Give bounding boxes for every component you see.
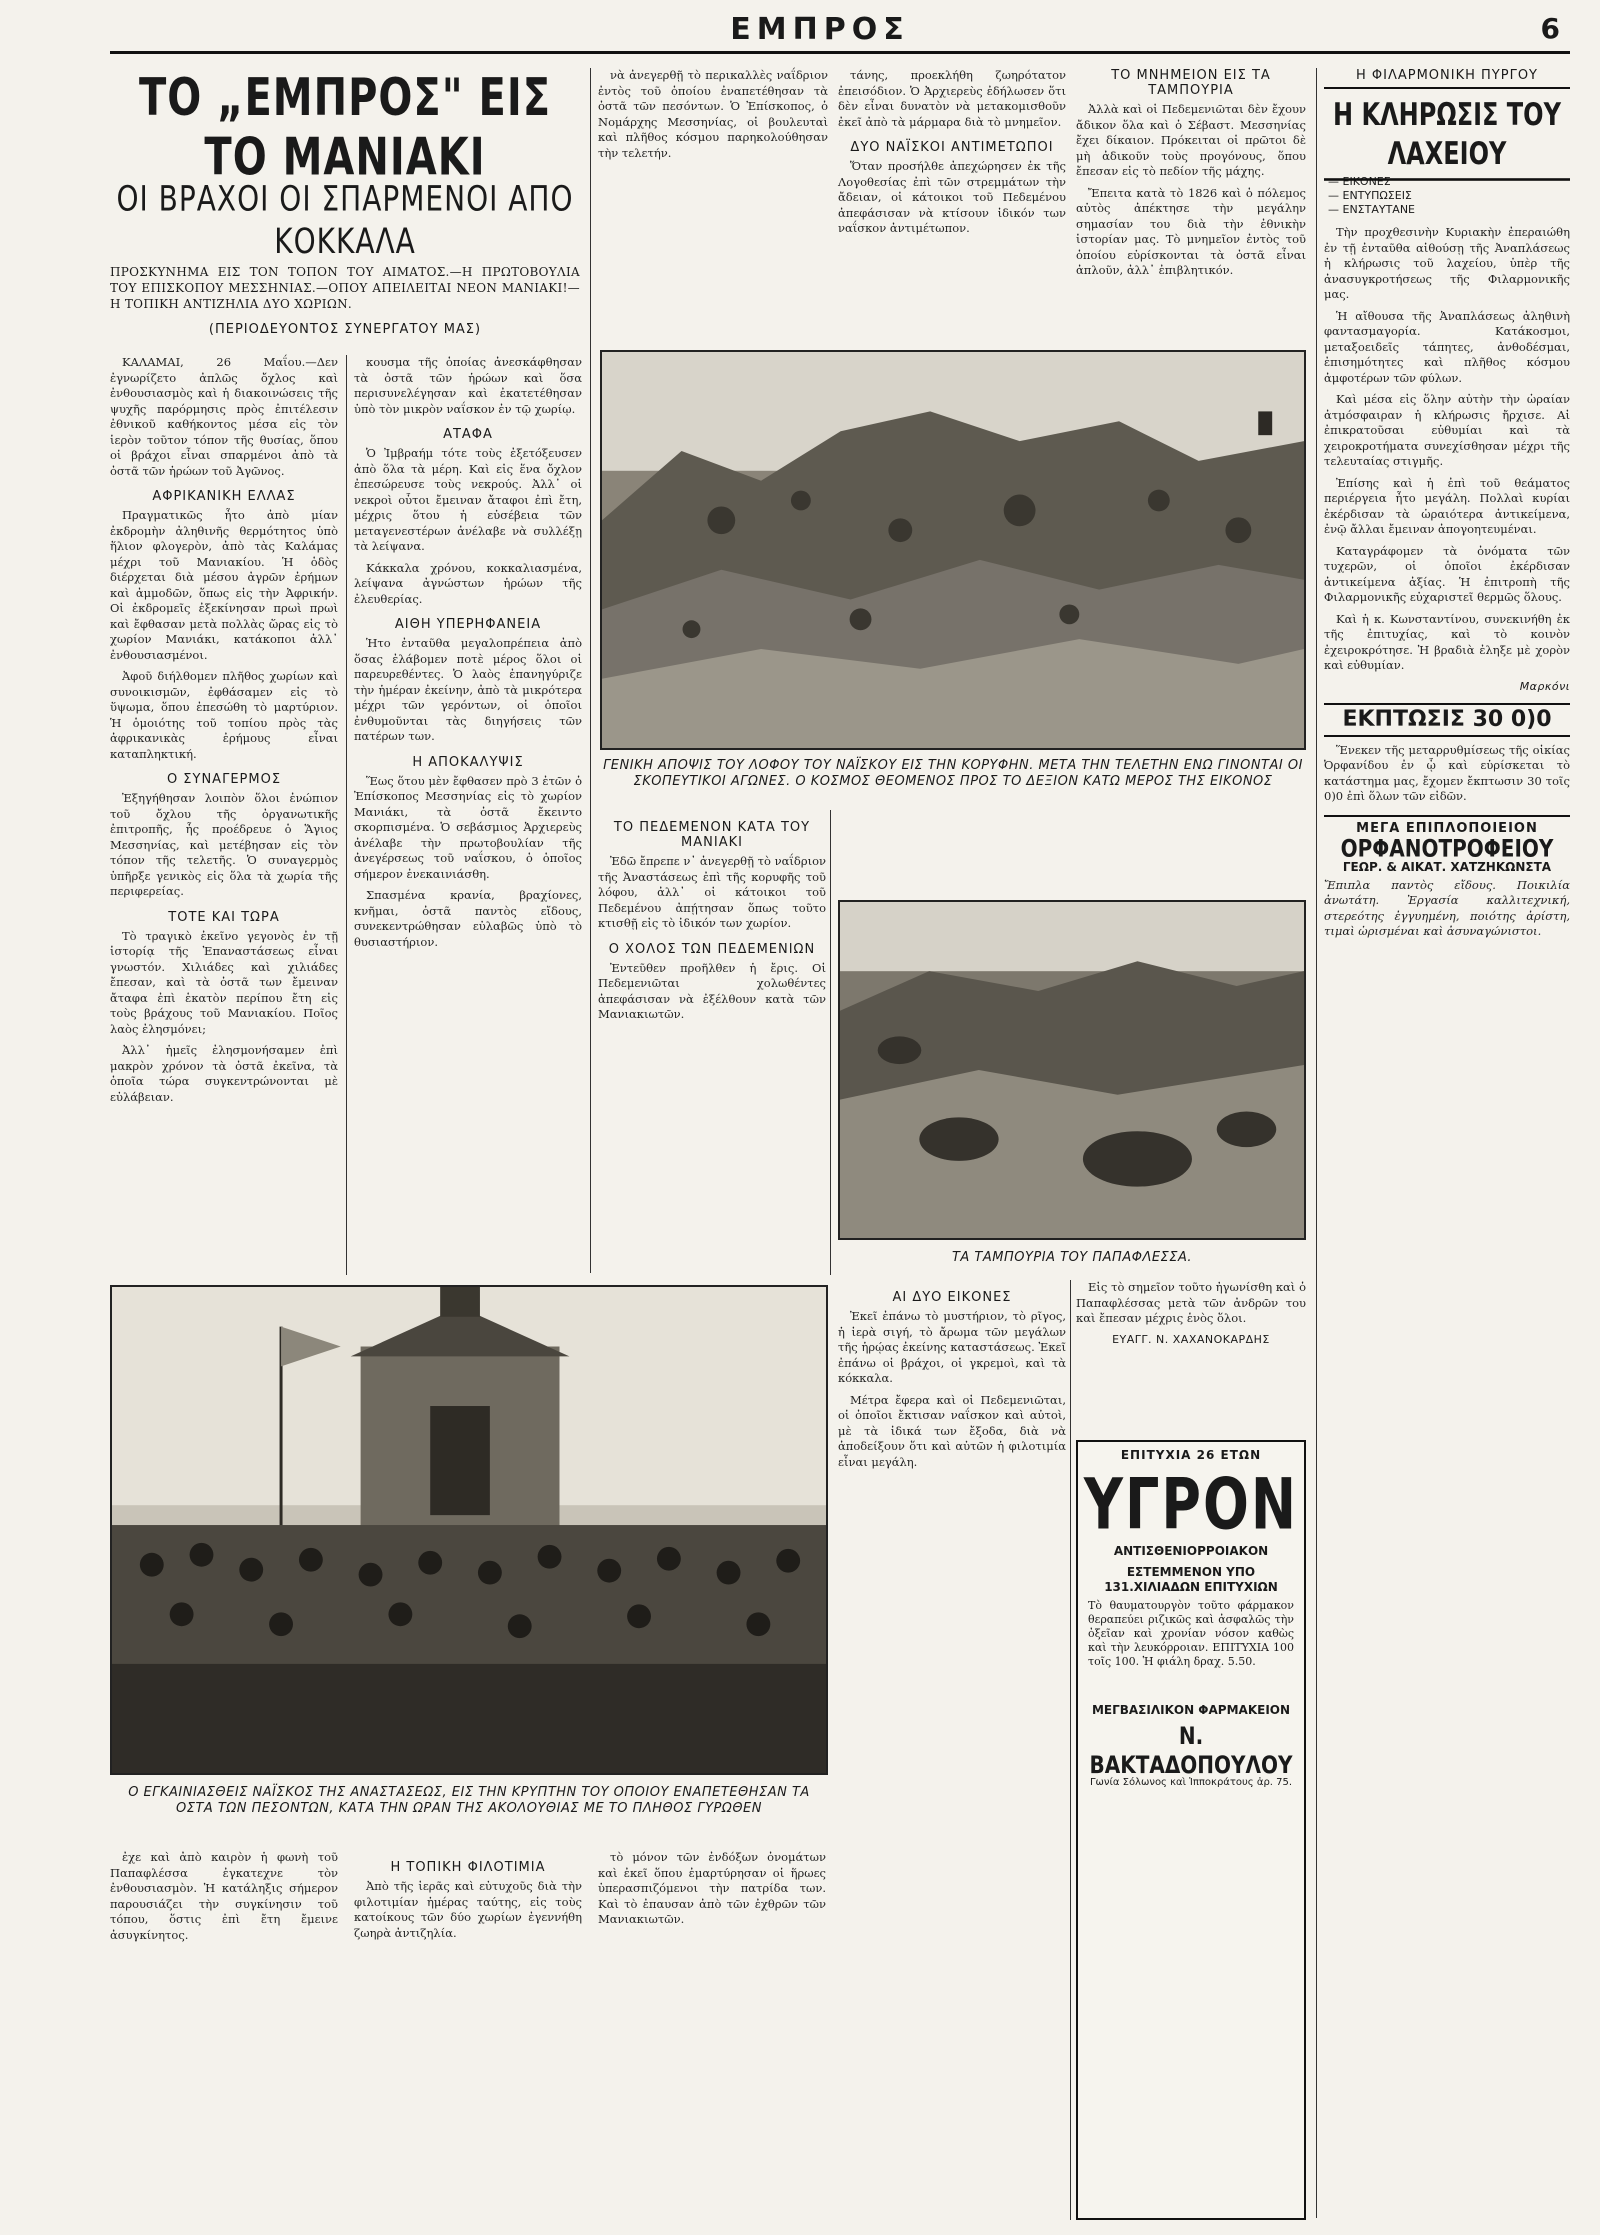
- article-paragraph: Ἐκεῖ ἐπάνω τὸ μυστήριον, τὸ ρῖγος, ἡ ἱερὰ σιγή, τὸ ἄρωμα τῶν μεγάλων τῆς ἡρῴας ἐκείνης καταστάσεως. Ἐκεῖ ἐπάνω οἱ βράχοι, οἱ γκρεμοὶ, καὶ τὰ κόκκαλα.: [838, 1309, 1066, 1385]
- column-3-top: [598, 68, 828, 218]
- photo-chapel-crowd: [110, 1285, 828, 1775]
- article-paragraph: Ἀλλ᾽ ἡμεῖς ἐλησμονήσαμεν ἐπὶ μακρὸν χρόνον τὰ ὀστᾶ ἐκεῖνα, τὰ ὁποῖα τώρα συγκεντρώνονται μὲ εὐλάβειαν.: [110, 1043, 338, 1104]
- photo-tambouria-caption: ΤΑ ΤΑΜΠΟΥΡΙΑ ΤΟΥ ΠΑΠΑΦΛΕΣΣΑ.: [951, 1250, 1193, 1265]
- article-paragraph: Ἡτο ἐνταῦθα μεγαλοπρέπεια ἀπὸ ὅσας ἐλάβομεν ποτὲ μέρος ὅλοι οἱ παρευρεθέντες. Ὁ λαὸς ἐπανηγύριζε τὴν ἡμέραν ἐκείνην, ἀπὸ τὰ μικρότερα μέχρι τῶν γερόντων, οἱ ὁποῖοι ἐνθυμοῦνται τὰς διηγήσεις τῶν πατέρων των.: [354, 636, 582, 743]
- column-1-bottom: [110, 1850, 338, 2220]
- ad-hygron-body: Τὸ θαυματουργὸν τοῦτο φάρμακον θεραπεύει ριζικῶς καὶ ἀσφαλῶς τὴν ὀξεῖαν καὶ χρονίαν νόσον καθὼς καὶ τὴν λευκόρροιαν. ΕΠΙΤΥΧΙΑ 100 τοῖς 100. Ἡ φιάλη δραχ. 5.50.: [1088, 1599, 1294, 1668]
- column-rule: [1316, 68, 1317, 2218]
- ad-hygron-owner: Ν. ΒΑΚΤΑΔΟΠΟΥΛΟΥ: [1089, 1721, 1293, 1779]
- ad-orph-line1: ΜΕΓΑ ΕΠΙΠΛΟΠΟΙΕΙΟΝ: [1356, 820, 1538, 836]
- main-headline: ΤΟ „ΕΜΠΡΟΣ" ΕΙΣ ΤΟ ΜΑΝΙΑΚΙ: [138, 68, 552, 188]
- subheading-pride: ΑΙΘΗ ΥΠΕΡΗΦΑΝΕΙΑ: [394, 617, 542, 632]
- ad-hygron: [1076, 1440, 1306, 2220]
- column-4-lower: [838, 1280, 1066, 2220]
- photo-chapel-caption: Ο ΕΓΚΑΙΝΙΑΣΘΕΙΣ ΝΑΪΣΚΟΣ ΤΗΣ ΑΝΑΣΤΑΣΕΩΣ, ΕΙΣ ΤΗΝ ΚΡΥΠΤΗΝ ΤΟΥ ΟΠΟΙΟΥ ΕΝΑΠΕΤΕΘΗΣΑΝ ΤΑ ΟΣΤΑ ΤΩΝ ΠΕΣΟΝΤΩΝ, ΚΑΤΑ ΤΗΝ ΩΡΑΝ ΤΗΣ ΑΚΟΛΟΥΘΙΑΣ ΜΕ ΤΟ ΠΛΗΘΟΣ ΓΥΡΩΘΕΝ: [128, 1785, 810, 1816]
- subheading-anger: Ο ΧΟΛΟΣ ΤΩΝ ΠΕΔΕΜΕΝΙΩΝ: [608, 941, 816, 957]
- ad-hygron-name: ΥΓΡΟΝ: [1083, 1463, 1299, 1546]
- article-paragraph: τάνης, προεκλήθη ζωηρότατον ἐπεισόδιον. Ὁ Ἀρχιερεὺς ἐδήλωσεν ὅτι δὲν εἶναι δυνατὸν νὰ μετακομισθοῦν ἐκεῖ ἀπὸ τὰ μάρμαρα διὰ τὸ μνημεῖον.: [838, 68, 1066, 129]
- article-paragraph: Ἀπὸ τῆς ἱερᾶς καὶ εὐτυχοῦς διὰ τὴν φιλοτιμίαν ἡμέρας ταύτης, εἰς τοὺς κατοίκους τῶν δύο χωρίων ἐγεννήθη ζωηρὰ ἀντιζηλία.: [354, 1879, 582, 1940]
- subheading-two-images: ΑΙ ΔΥΟ ΕΙΚΟΝΕΣ: [892, 1290, 1012, 1305]
- lottery-list-item: — ΕΝΤΥΠΩΣΕΙΣ: [1328, 189, 1412, 202]
- second-headline: ΟΙ ΒΡΑΧΟΙ ΟΙ ΣΠΑΡΜΕΝΟΙ ΑΠΟ ΚΟΚΚΑΛΑ: [116, 178, 574, 262]
- newspaper-page: [110, 10, 1570, 2225]
- byline: (ΠΕΡΙΟΔΕΥΟΝΤΟΣ ΣΥΝΕΡΓΑΤΟΥ ΜΑΣ): [208, 322, 482, 337]
- sale-text: Ἕνεκεν τῆς μεταρρυθμίσεως τῆς οἰκίας Ὀρφανίδου ἐν ᾧ καὶ εὑρίσκεται τὸ κατάστημα μας, ἔχομεν ἔκπτωσιν 30 τοῖς 0)0 ἐπὶ ὅλων τῶν εἰδῶν.: [1324, 742, 1570, 803]
- article-paragraph: Εἰς τὸ σημεῖον τοῦτο ἠγωνίσθη καὶ ὁ Παπαφλέσσας μετὰ τῶν ἀνδρῶν του καὶ ἔπεσαν μέχρις ἑνὸς ὅλοι.: [1076, 1280, 1306, 1325]
- lottery-list-item: — ΕΙΚΟΝΕΣ: [1328, 175, 1391, 188]
- masthead-title: ΕΜΠΡΟΣ: [730, 12, 910, 47]
- photo-hill-general-view: [600, 350, 1306, 750]
- subheading-pedemeno: ΤΟ ΠΕΔΕΜΕΝΟΝ ΚΑΤΑ ΤΟΥ ΜΑΝΙΑΚΙ: [613, 820, 811, 850]
- article-paragraph: Ἀλλὰ καὶ οἱ Πεδεμενιῶται δὲν ἔχουν ἄδικον ὅλα καὶ ὁ Σέβαστ. Μεσσηνίας ἔχει δίκαιον. Πρόκειται οἱ πρῶτοι δὲ μὴ ἀδικοῦν τοὺς προγόνους, ὅπου ἔπεσαν εἰς τὸ πεδίον τῆς μάχης.: [1076, 102, 1306, 178]
- subheading-memorial: ΤΟ ΜΝΗΜΕΙΟΝ ΕΙΣ ΤΑ ΤΑΜΠΟΥΡΙΑ: [1111, 68, 1271, 98]
- column-rule: [346, 355, 347, 1275]
- article-paragraph: Καὶ ἡ κ. Κωνσταντίνου, συνεκινήθη ἐκ τῆς ἐπιτυχίας, καὶ τὸ κοινὸν ἐχειροκρότησε. Ἡ βραδιὰ ἐληξε μὲ χορὸν καὶ εὐθυμίαν.: [1324, 611, 1570, 672]
- article-paragraph: Ἀφοῦ διήλθομεν πλῆθος χωρίων καὶ συνοικισμῶν, ἐφθάσαμεν εἰς τὸ ὕψωμα, ὅπου ἐπεσώθη τὸ μαρτύριον. Ἡ ὁμοιότης τοῦ τοπίου πρὸς τὰς ἀφρικανικὰς ἐρήμους εἶναι καταπληκτική.: [110, 669, 338, 761]
- column-3-bottom: [598, 1850, 826, 2220]
- ad-hygron-sub: ΕΣΤΕΜΜΕΝΟΝ ΥΠΟ 131.ΧΙΛΙΑΔΩΝ ΕΠΙΤΥΧΙΩΝ: [1104, 1565, 1278, 1594]
- lottery-signature: Μαρκόνι: [1519, 679, 1570, 693]
- sale-headline: ΕΚΠΤΩΣΙΣ 30 0)0: [1324, 703, 1570, 737]
- article-paragraph: Ἡ αἴθουσα τῆς Ἀναπλάσεως ἀληθινὴ φαντασμαγορία. Κατάκοσμοι, μεταξοειδεῖς τάπητες, ἀνθοδέσμαι, ἐπισημότητες καὶ πλῆθος κόσμου ἀμφοτέρων τῶν φύλων.: [1324, 308, 1570, 385]
- hill-landscape-image: [602, 352, 1304, 748]
- column-6: [1324, 68, 1570, 2218]
- tambouria-image: [840, 902, 1304, 1238]
- main-headline-block: [110, 68, 580, 337]
- ad-orph-line2: ΟΡΦΑΝΟΤΡΟΦΕΙΟΥ: [1340, 833, 1554, 862]
- column-4-top: [838, 68, 1066, 235]
- article-paragraph: ἐχε καὶ ἀπὸ καιρὸν ἡ φωνὴ τοῦ Παπαφλέσσα ἐγκατεχνε τὸν ἐνθουσιασμὸν. Ἡ κατάληξις σήμερον παρουσιάζει τὴν συγκίνησιν τοῦ τόπου, ὅστις ἐπὶ ἔτη ἔμεινε ἀσυγκίνητος.: [110, 1850, 338, 1942]
- author-signature: ΕΥΑΓΓ. Ν. ΧΑΧΑΝΟΚΑΡΔΗΣ: [1112, 1332, 1270, 1346]
- article-paragraph: κουσμα τῆς ὁποίας ἀνεσκάφθησαν τὰ ὀστᾶ τῶν ἡρώων καὶ ὅσα περισυνελέγησαν καὶ ἐκατετέθησαν ὑπὸ τὸν μικρὸν ναΐσκον ἐν τῷ χωρίῳ.: [354, 355, 582, 416]
- subheading-unburied: ΑΤΑΦΑ: [443, 427, 493, 442]
- ad-hygron-tagline: ΕΠΙΤΥΧΙΑ 26 ΕΤΩΝ: [1120, 1448, 1262, 1462]
- photo-hill-caption: ΓΕΝΙΚΗ ΑΠΟΨΙΣ ΤΟΥ ΛΟΦΟΥ ΤΟΥ ΝΑΪΣΚΟΥ ΕΙΣ ΤΗΝ ΚΟΡΥΦΗΝ. ΜΕΤΑ ΤΗΝ ΤΕΛΕΤΗΝ ΕΝΩ ΓΙΝΟΝΤΑΙ ΟΙ ΣΚΟΠΕΥΤΙΚΟΙ ΑΓΩΝΕΣ. Ο ΚΟΣΜΟΣ ΘΕΟΜΕΝΟΣ ΠΡΟΣ ΤΟ ΔΕΞΙΟΝ ΚΑΤΩ ΜΕΡΟΣ ΤΗΣ ΕΙΚΟΝΟΣ: [603, 758, 1303, 789]
- article-paragraph: νὰ ἀνεγερθῇ τὸ περικαλλὲς ναΐδριον ἐντὸς τοῦ ὁποίου ἐναπετέθησαν τὰ ὀστᾶ τῶν πεσόντων. Ὁ Ἐπίσκοπος, ὁ Νομάρχης Μεσσηνίας, οἱ βουλευταὶ καὶ πλῆθος κόσμου παρηκολούθησαν τὴν τελετήν.: [598, 68, 828, 160]
- article-paragraph: Ἔπειτα κατὰ τὸ 1826 καὶ ὁ πόλεμος αὐτὸς ἀπέκτησε τὴν μεγάλην σημασίαν του διὰ τὴν ἐθνικὴν ἱστορίαν μας. Τὸ μνημεῖον ἐντὸς τοῦ ὁποίου εὑρίσκονται τὰ ὀστᾶ εἶναι ἀπλοῦν, ἀλλ᾽ ἐπιβλητικόν.: [1076, 185, 1306, 277]
- subheading-two-chapels: ΔΥΟ ΝΑΪΣΚΟΙ ΑΝΤΙΜΕΤΩΠΟΙ: [850, 140, 1054, 155]
- headline-summary: ΠΡΟΣΚΥΝΗΜΑ ΕΙΣ ΤΟΝ ΤΟΠΟΝ ΤΟΥ ΑΙΜΑΤΟΣ.—Η ΠΡΩΤΟΒΟΥΛΙΑ ΤΟΥ ΕΠΙΣΚΟΠΟΥ ΜΕΣΣΗΝΙΑΣ.—ΟΠΟΥ ΑΠΕΙΛΕΙΤΑΙ ΝΕΟΝ ΜΑΝΙΑΚΙ!—Η ΤΟΠΙΚΗ ΑΝΤΙΖΗΛΙΑ ΔΥΟ ΧΩΡΙΩΝ.: [110, 265, 580, 311]
- article-paragraph: Σπασμένα κρανία, βραχίονες, κνῆμαι, ὀστᾶ παντὸς εἴδους, συνεκεντρώθησαν εὐλαβῶς ὑπὸ τὸ θυσιαστήριον.: [354, 888, 582, 949]
- ad-orphanage-furniture: [1324, 815, 1570, 940]
- philharmonic-section-head: Η ΦΙΛΑΡΜΟΝΙΚΗ ΠΥΡΓΟΥ: [1324, 68, 1570, 89]
- article-paragraph: Ἐξηγήθησαν λοιπὸν ὅλοι ἐνώπιον τοῦ ὄχλου τῆς ὀργανωτικῆς ἐπιτροπῆς, ἧς προέδρευε ὁ Ἅγιος Μεσσηνίας, καὶ μετέβησαν εἰς τὸν τόπον τῆς τελετῆς. Ὁ συναγερμὸς ὑπῆρξε γενικὸς εἰς ὅλα τὰ χωρία τῆς περιφερείας.: [110, 791, 338, 898]
- photo-tambouria: [838, 900, 1306, 1240]
- page-number: 6: [1540, 12, 1560, 45]
- article-paragraph: Ἐδῶ ἔπρεπε ν᾽ ἀνεγερθῇ τὸ ναΐδριον τῆς Ἀναστάσεως ἐπὶ τῆς κορυφῆς τοῦ λόφου, ἀλλ᾽ οἱ κάτοικοι τοῦ Πεδεμένου ἀπῄτησαν ὅπως τοῦτο κτισθῇ εἰς τὸ ἰδικόν των χωρίον.: [598, 854, 826, 930]
- lottery-headline: Η ΚΛΗΡΩΣΙΣ ΤΟΥ ΛΑΧΕΙΟΥ: [1324, 95, 1570, 181]
- subheading-unveiling: Η ΑΠΟΚΑΛΥΨΙΣ: [412, 754, 524, 770]
- chapel-crowd-image: [112, 1287, 826, 1773]
- article-paragraph: Ὁ Ἰμβραήμ τότε τοὺς ἐξετόξευσεν ἀπὸ ὅλα τὰ μέρη. Καὶ εἰς ἕνα ὄχλον ἐπεσώρευσε τοὺς νεκρούς. Ἀλλ᾽ οἱ νεκροὶ οὗτοι ἔμειναν ἄταφοι ἐπὶ ἔτη, μέχρις ὅτου ἡ εὐσέβεια τῶν μεταγενεστέρων ἀνέλαβε νὰ συλλέξῃ τὰ λείψανα.: [354, 446, 582, 553]
- article-paragraph: τὸ μόνον τῶν ἐνδόξων ὀνομάτων καὶ ἐκεῖ ὅπου ἐμαρτύρησαν οἱ ἥρωες ὑπερασπιζόμενοι τὴν πατρίδα των. Καὶ τὸ ἐπαυσαν ἀπὸ τῶν ἐχθρῶν τῶν Μανιακιωτῶν.: [598, 1850, 826, 1926]
- lottery-list-item: — ΕΝΣΤΑΥΤΑΝΕ: [1328, 203, 1416, 216]
- ad-hygron-pharmacy: ΜΕΓΒΑΣΙΛΙΚΟΝ ΦΑΡΜΑΚΕΙΟΝ: [1091, 1703, 1291, 1717]
- article-paragraph: Τὴν προχθεσινὴν Κυριακὴν ἐπεραιώθη ἐν τῇ ἐνταῦθα αἰθούσῃ τῆς Ἀναπλάσεως ἡ κλήρωσις τοῦ λαχείου, ὑπὲρ τῆς ἀνασυγκροτήσεως τῆς Φιλαρμονικῆς μας.: [1324, 225, 1570, 301]
- column-5-lower: [1076, 1280, 1306, 1430]
- article-paragraph: Ἐπίσης καὶ ἡ ἐπὶ τοῦ θεάματος περιέργεια ἦτο μεγάλη. Πολλαὶ κυρίαι ἐκέρδισαν τὰ ὡραιότερα ἀντικείμενα, ἐνῷ ἄλλαι ἔμειναν ἀπογοητευμέναι.: [1324, 475, 1570, 536]
- article-paragraph: ΚΑΛΑΜΑΙ, 26 Μαΐου.—Δεν ἐγνωρίζετο ἀπλῶς ὄχλος καὶ ἐνθουσιασμὸς καὶ ἡ διακοινώσεις τῆς ψυχῆς παρόρμησις πρὸς ἐπιτέλεσιν ἐθνικοῦ καθήκοντος μέσα εἰς τὸν ἱερὸν τοῦτον τόπον τῆς θυσίας, ὅπου οἱ βράχοι εἶναι σπαρμένοι ἀπὸ τὰ ὀστᾶ τῶν ἡρώων τοῦ Ἀγῶνος.: [110, 355, 338, 478]
- ad-orph-text: Ἔπιπλα παντὸς εἴδους. Ποικιλία ἀνωτάτη. Ἐργασία καλλιτεχνική, στερεότης ἐγγυημένη, ποιότης ἀρίστη, τιμαὶ ὡρισμέναι καὶ ἀσυναγώνιστοι.: [1324, 877, 1570, 938]
- article-paragraph: Ὅταν προσήλθε ἀπεχώρησεν ἐκ τῆς Λογοθεσίας ἐπὶ τῶν στρεμμάτων τὴν ἄδειαν, οἱ κάτοικοι τοῦ Πεδεμένου ἀπεφάσισαν νὰ κτίσουν ἰδικόν των ναΐσκον ἀντιμέτωπον.: [838, 159, 1066, 235]
- subheading-then-now: ΤΟΤΕ ΚΑΙ ΤΩΡΑ: [168, 909, 280, 925]
- subheading-alarm: Ο ΣΥΝΑΓΕΡΜΟΣ: [166, 772, 282, 787]
- article-paragraph: Καὶ μέσα εἰς ὅλην αὐτὴν τὴν ὡραίαν ἀτμόσφαιραν ἡ κλήρωσις ἤρχισε. Αἱ ἐπικρατοῦσαι εὐθυμίαι καὶ τὰ χειροκροτήματα συνεχίσθησαν μέχρι τῆς τελευταίας στιγμῆς.: [1324, 392, 1570, 468]
- ad-hygron-desc: ΑΝΤΙΣΘΕΝΙΟΡΡΟΙΑΚΟΝ: [1113, 1544, 1269, 1558]
- article-paragraph: Κάκκαλα χρόνου, κοκκαλιασμένα, λείψανα ἀγνώστων ἡρώων τῆς ἐλευθερίας.: [354, 560, 582, 606]
- subheading-local-pride: Η ΤΟΠΙΚΗ ΦΙΛΟΤΙΜΙΑ: [390, 1860, 546, 1875]
- ad-orph-line3: ΓΕΩΡ. & ΑΙΚΑΤ. ΧΑΤΖΗΚΩΝΣΤΑ: [1342, 859, 1552, 874]
- column-rule: [830, 810, 831, 1275]
- article-paragraph: Πραγματικῶς ἦτο ἀπὸ μίαν ἐκδρομὴν ἀληθινῆς θερμότητος ὑπὸ ἥλιον φλογερὸν, ἀπὸ τὰς Καλάμας μέχρι τοῦ Μανιακίου. Ἡ ὁδὸς διέρχεται διὰ μέσου ἀγρῶν ἐρήμων καὶ ἀμμοδῶν, ὅπως εἰς τὴν Ἀφρικήν. Οἱ ἐκδρομεῖς ἐξεκίνησαν πρωὶ πρωὶ καὶ ἔφθασαν μετὰ πολλὰς ὥρας εἰς τὸ χωρίον Μανιάκι, κατάκοποι ἀλλ᾽ ἐνθουσιασμένοι.: [110, 508, 338, 662]
- article-paragraph: Καταγράφομεν τὰ ὀνόματα τῶν τυχερῶν, οἱ ὁποῖοι ἐκέρδισαν ἀντικείμενα ἀξίας. Ἡ ἐπιτροπὴ τῆς Φιλαρμονικῆς εὐχαριστεῖ θερμῶς ὅλους.: [1324, 543, 1570, 604]
- column-2-bottom: [354, 1850, 582, 2220]
- article-paragraph: Μέτρα ἔφερα καὶ οἱ Πεδεμενιῶται, οἱ ὁποῖοι ἔκτισαν ναΐσκον καὶ αὐτοὶ, μὲ τὰ ἰδικά των ἔξοδα, διὰ νὰ ἀποδείξουν ὅτι καὶ αὐτῶν ἡ φιλοτιμία εἶναι μεγάλη.: [838, 1392, 1066, 1469]
- column-2: [354, 355, 582, 1275]
- article-paragraph: Ἕως ὅτου μὲν ἔφθασεν πρὸ 3 ἐτῶν ὁ Ἐπίσκοπος Μεσσηνίας εἰς τὸ χωρίον Μανιάκι, τὰ ὀστᾶ ἔκειντο σκορπισμένα. Ὁ σεβάσμιος Ἀρχιερεὺς ἀνέλαβε τὴν πρωτοβουλίαν τῆς ἀνεγέρσεως τοῦ ναΐσκου, ὁ ὁποῖος σήμερον ἐνεκαινιάσθη.: [354, 773, 582, 881]
- column-3-middle: [598, 810, 826, 1275]
- masthead: [110, 10, 1570, 54]
- column-rule: [590, 68, 591, 1273]
- ad-hygron-address: Γωνία Σόλωνος καὶ Ἱπποκράτους ἀρ. 75.: [1089, 1777, 1293, 1788]
- column-1: [110, 355, 338, 1275]
- article-paragraph: Ἐντεῦθεν προῆλθεν ἡ ἔρις. Οἱ Πεδεμενιῶται χολωθέντες ἀπεφάσισαν νὰ ἐξέλθουν κατὰ τῶν Μανιακιωτῶν.: [598, 960, 826, 1021]
- article-paragraph: Τὸ τραγικὸ ἐκεῖνο γεγονὸς ἐν τῇ ἱστορίᾳ τῆς Ἐπαναστάσεως εἶναι γνωστόν. Χιλιάδες καὶ χιλιάδες ἔπεσαν, καὶ τὰ ὀστᾶ των ἔμειναν ἄταφα ἐπὶ ἑκατὸν περίπου ἔτη εἰς τοὺς βράχους τοῦ Μανιακίου. Ποῖος λαὸς ἐλησμόνει;: [110, 928, 338, 1036]
- column-5-top: [1076, 68, 1306, 358]
- subheading-africa: ΑΦΡΙΚΑΝΙΚΗ ΕΛΛΑΣ: [152, 489, 296, 504]
- column-rule: [1070, 1280, 1071, 2220]
